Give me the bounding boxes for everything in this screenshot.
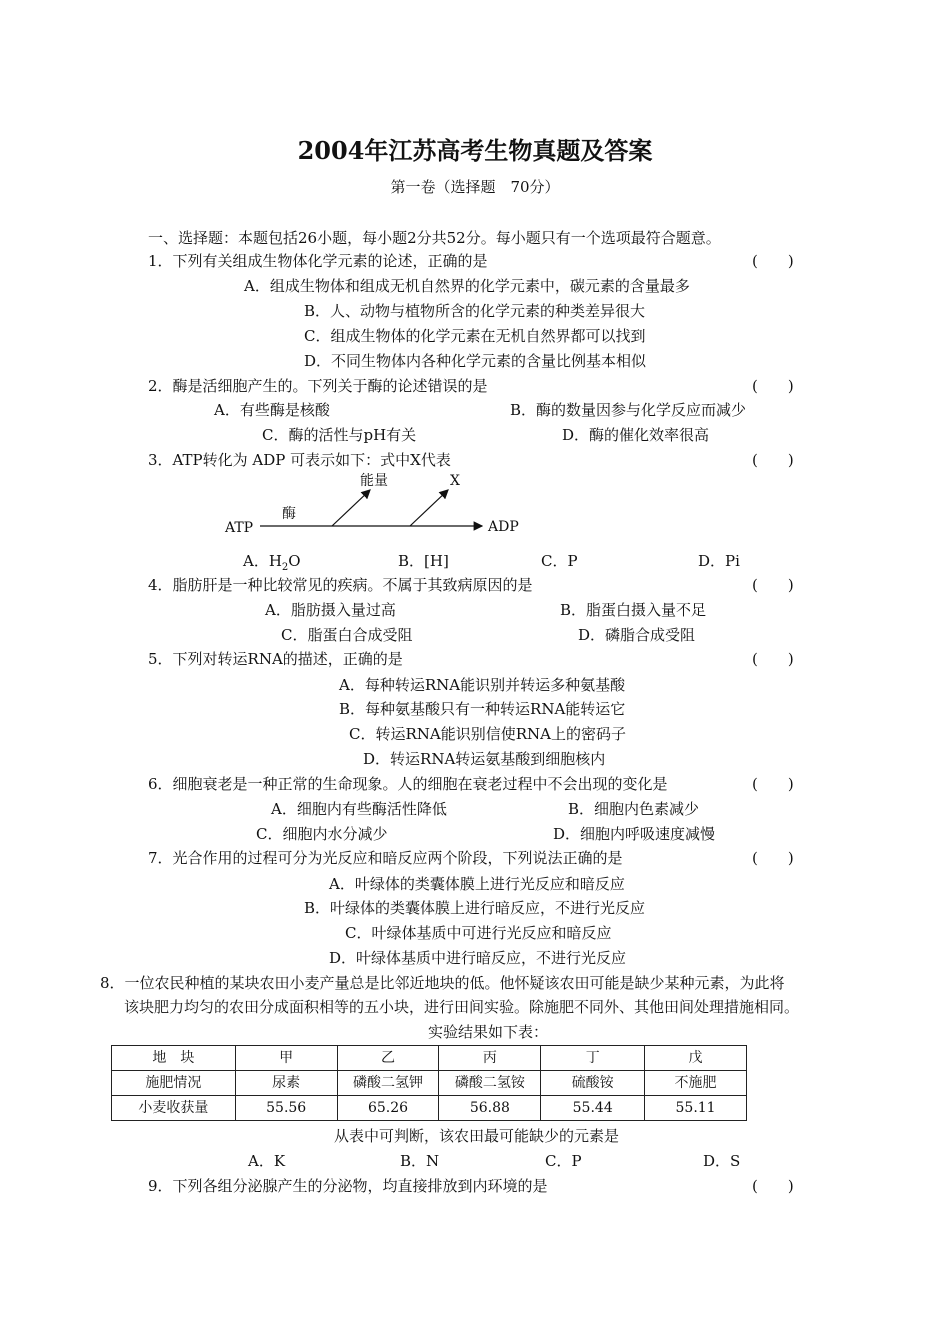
section-intro: 一、选择题：本题包括26小题，每小题2分共52分。每小题只有一个选项最符合题意。 [148,229,721,247]
q1-option-d: D．不同生物体内各种化学元素的含量比例基本相似 [304,352,647,370]
q2-option-d: D．酶的催化效率很高 [562,426,710,444]
q2-stem: 2．酶是活细胞产生的。下列关于酶的论述错误的是 [148,377,488,395]
atp-adp-reaction-diagram [220,470,530,545]
table-cell: 磷酸二氢钾 [337,1071,439,1096]
q7-option-a: A．叶绿体的类囊体膜上进行光反应和暗反应 [329,875,625,893]
page-title: 2004年江苏高考生物真题及答案 [297,136,653,165]
q5-option-a: A．每种转运RNA能识别并转运多种氨基酸 [339,676,626,694]
q3-option-c: C．P [541,552,578,570]
q5-option-c: C．转运RNA能识别信使RNA上的密码子 [349,725,626,743]
q6-answer-blank: ( ) [752,775,794,793]
table-cell: 甲 [235,1046,337,1071]
q5-option-b: B．每种氨基酸只有一种转运RNA能转运它 [339,700,626,718]
q7-stem: 7．光合作用的过程可分为光反应和暗反应两个阶段，下列说法正确的是 [148,849,623,867]
enzyme-label: 酶 [282,506,296,522]
q9-answer-blank: ( ) [752,1177,794,1195]
adp-label: ADP [488,519,519,535]
table-row [112,1046,747,1071]
q7-answer-blank: ( ) [752,849,794,867]
q6-option-c: C．细胞内水分减少 [256,825,388,843]
table-cell: 55.56 [235,1096,337,1121]
q3-option-a: A．$H_2O$ [243,552,301,573]
table-cell: 硫酸铵 [541,1071,645,1096]
q5-option-d: D．转运RNA转运氨基酸到细胞核内 [363,750,606,768]
q4-option-c: C．脂蛋白合成受阻 [281,626,413,644]
x-label: X [450,473,460,489]
q7-option-d: D．叶绿体基质中进行暗反应，不进行光反应 [329,949,627,967]
q8-option-d: D．S [703,1152,741,1170]
q8-stem-line1: 8．一位农民种植的某块农田小麦产量总是比邻近地块的低。他怀疑该农田可能是缺少某种元素，为此将 [100,974,785,992]
q6-stem: 6．细胞衰老是一种正常的生命现象。人的细胞在衰老过程中不会出现的变化是 [148,775,668,793]
q6-option-a: A．细胞内有些酶活性降低 [271,800,447,818]
q5-stem: 5．下列对转运RNA的描述，正确的是 [148,650,403,668]
section-subtitle: 第一卷（选择题 70分） [390,178,560,196]
table-cell: 55.11 [645,1096,747,1121]
energy-arrow [332,490,370,526]
q4-answer-blank: ( ) [752,576,794,594]
q4-stem: 4．脂肪肝是一种比较常见的疾病。不属于其致病原因的是 [148,576,533,594]
q2-option-a: A．有些酶是核酸 [214,401,330,419]
q2-answer-blank: ( ) [752,377,794,395]
q8-option-b: B．N [400,1152,440,1170]
q7-option-c: C．叶绿体基质中可进行光反应和暗反应 [345,924,612,942]
table-cell: 施肥情况 [112,1071,236,1096]
q8-option-c: C．P [545,1152,582,1170]
table-cell: 尿素 [235,1071,337,1096]
q7-option-b: B．叶绿体的类囊体膜上进行暗反应，不进行光反应 [304,899,646,917]
q1-option-a: A．组成生物体和组成无机自然界的化学元素中，碳元素的含量最多 [244,277,690,295]
table-cell: 65.26 [337,1096,439,1121]
table-cell: 小麦收获量 [112,1096,236,1121]
table-cell: 戊 [645,1046,747,1071]
q8-table-caption: 实验结果如下表： [428,1023,549,1041]
q5-answer-blank: ( ) [752,650,794,668]
q8-after-table: 从表中可判断，该农田最可能缺少的元素是 [334,1127,620,1145]
q3-stem: 3．ATP转化为 ADP 可表示如下：式中X代表 [148,451,451,469]
q1-stem: 1．下列有关组成生物体化学元素的论述，正确的是 [148,252,488,270]
q2-option-c: C．酶的活性与pH有关 [262,426,417,444]
q4-option-a: A．脂肪摄入量过高 [265,601,396,619]
table-cell: 磷酸二氢铵 [439,1071,541,1096]
q3-option-b: B．[H] [398,552,449,570]
experiment-results-table [111,1045,747,1121]
q2-option-b: B．酶的数量因参与化学反应而减少 [510,401,747,419]
table-row [112,1096,747,1121]
q1-option-b: B．人、动物与植物所含的化学元素的种类差异很大 [304,302,646,320]
table-cell: 地 块 [112,1046,236,1071]
table-cell: 丁 [541,1046,645,1071]
atp-label: ATP [225,520,254,536]
x-arrow [410,490,448,526]
table-cell: 56.88 [439,1096,541,1121]
energy-label: 能量 [360,473,388,489]
table-cell: 丙 [439,1046,541,1071]
q9-stem: 9．下列各组分泌腺产生的分泌物，均直接排放到内环境的是 [148,1177,548,1195]
table-row [112,1071,747,1096]
q8-stem-line2: 该块肥力均匀的农田分成面积相等的五小块，进行田间实验。除施肥不同外、其他田间处理措施相同。 [124,998,800,1016]
q8-option-a: A．K [248,1152,286,1170]
q6-option-b: B．细胞内色素减少 [568,800,700,818]
q3-option-d: D．Pi [698,552,740,570]
q4-option-d: D．磷脂合成受阻 [578,626,696,644]
q1-option-c: C．组成生物体的化学元素在无机自然界都可以找到 [304,327,646,345]
q4-option-b: B．脂蛋白摄入量不足 [560,601,707,619]
table-cell: 不施肥 [645,1071,747,1096]
q1-answer-blank: ( ) [752,252,794,270]
q3-answer-blank: ( ) [752,451,794,469]
table-cell: 乙 [337,1046,439,1071]
table-cell: 55.44 [541,1096,645,1121]
q6-option-d: D．细胞内呼吸速度减慢 [553,825,716,843]
